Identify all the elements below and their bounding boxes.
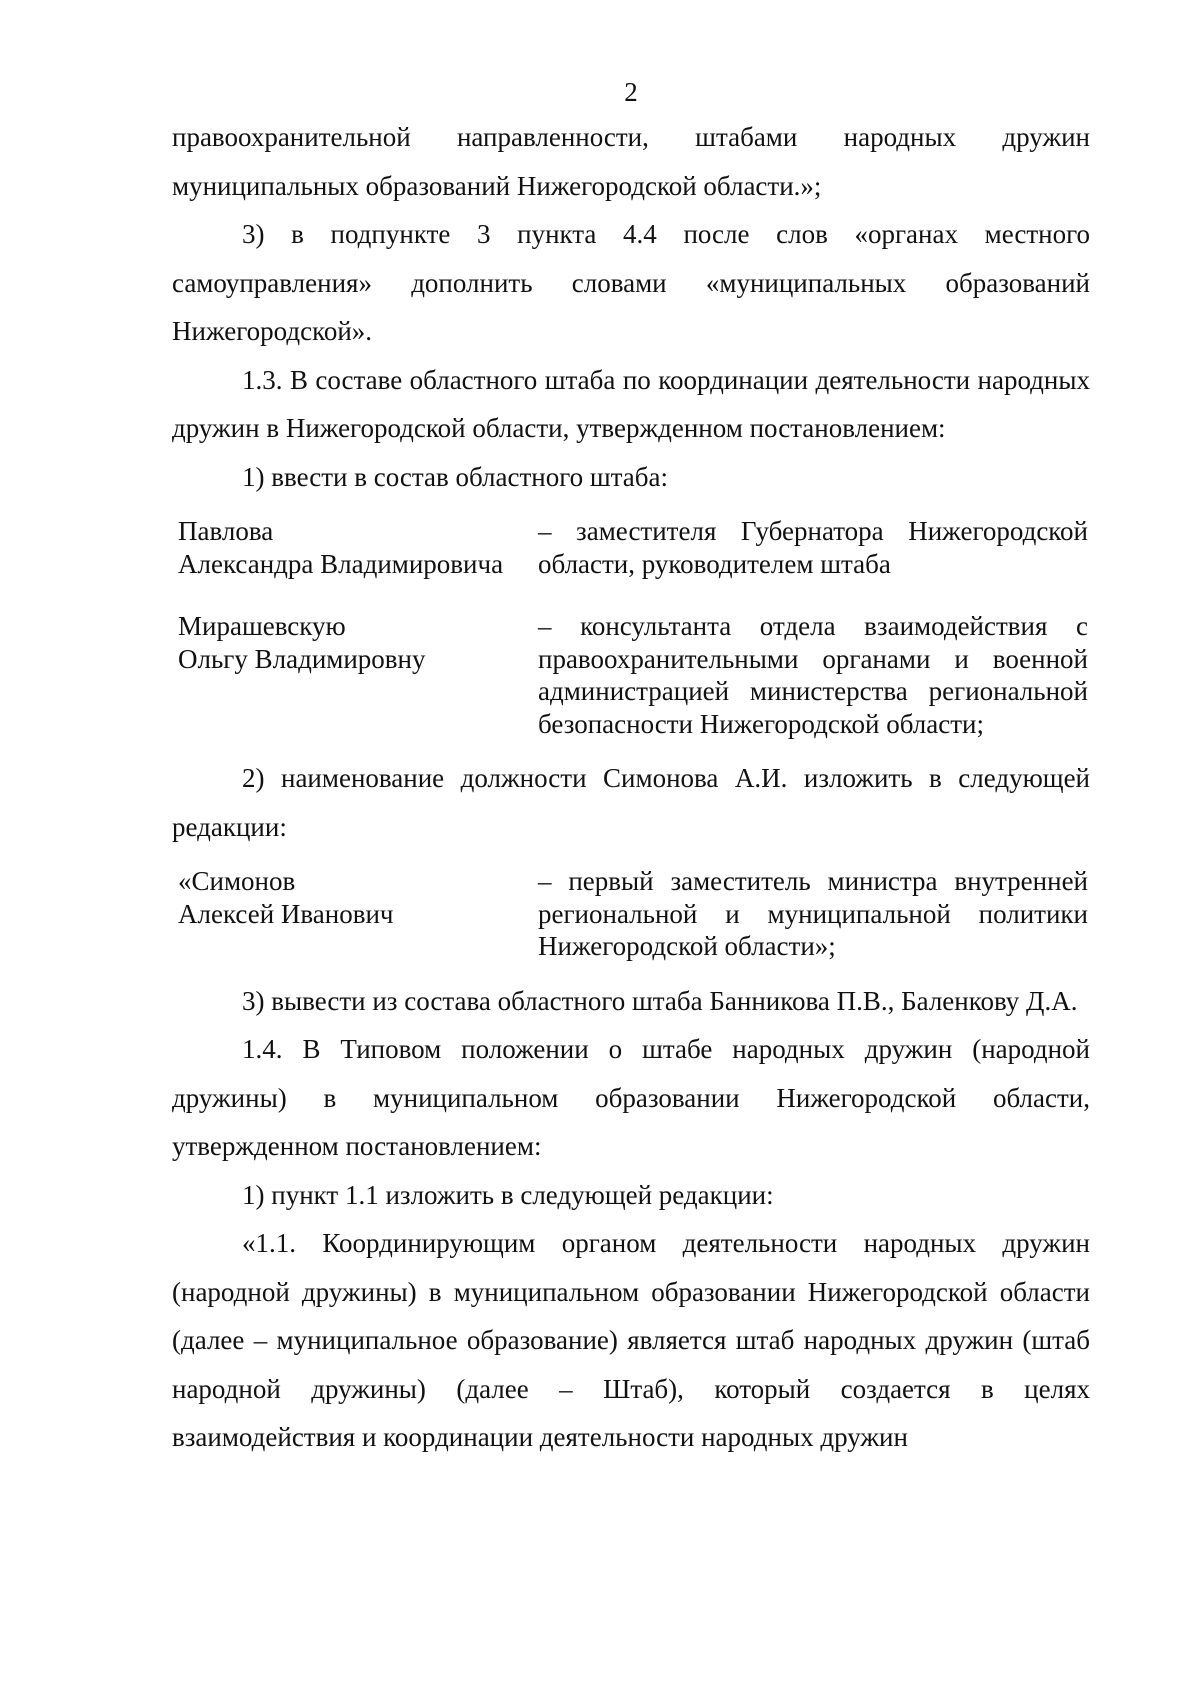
paragraph-section-1-3: 1.3. В составе областного штаба по координации деятельности народных дружин в Нижегородской области, утвержденном постановлением: — [172, 364, 1090, 443]
roster-position: – консультанта отдела взаимодействия с правоохранительными органами и военной администрацией министерства региональной безопасности Нижегородской области; — [538, 611, 1088, 739]
paragraph-item-1: 1) пункт 1.1 изложить в следующей редакции: — [242, 1179, 774, 1210]
roster-entry — [178, 865, 1090, 963]
paragraph-remove-members: 3) вывести из состава областного штаба Банникова П.В., Баленкову Д.А. — [242, 985, 1078, 1016]
paragraph-continuation: правоохранительной направленности, штабами народных дружин муниципальных образований Нижегородской области.»; — [172, 122, 1090, 201]
roster-position: – заместителя Губернатора Нижегородской области, руководителем штаба — [538, 516, 1088, 579]
paragraph-add-members: 1) ввести в состав областного штаба: — [242, 461, 669, 492]
document-page — [172, 0, 1090, 1697]
roster-entry — [178, 610, 1090, 740]
roster-name: Мирашевскую Ольгу Владимировну — [178, 611, 426, 674]
roster-name: «Симонов Алексей Иванович — [178, 866, 394, 929]
document-body — [172, 113, 1090, 1462]
paragraph-section-1-4: 1.4. В Типовом положении о штабе народных дружин (народной дружины) в муниципальном образовании Нижегородской области, утвержденном постановлением: — [172, 1034, 1090, 1161]
paragraph-rename-position: 2) наименование должности Симонова А.И. изложить в следующей редакции: — [172, 763, 1090, 842]
roster-entry — [178, 515, 1090, 580]
paragraph-clause-1-1: «1.1. Координирующим органом деятельности народных дружин (народной дружины) в муниципальном образовании Нижегородской области (далее – муниципальное образование) является штаб народных дружин (штаб народной дружины) (далее – Штаб), который создается в целях взаимодействия и координации деятельности народных дружин — [172, 1228, 1090, 1452]
page-number: 2 — [624, 77, 638, 107]
paragraph-item-3: 3) в подпункте 3 пункта 4.4 после слов «органах местного самоуправления» дополнить словами «муниципальных образований Нижегородской». — [172, 219, 1090, 346]
roster-name: Павлова Александра Владимировича — [178, 516, 504, 579]
roster-position: – первый заместитель министра внутренней региональной и муниципальной политики Нижегородской области»; — [538, 866, 1088, 961]
